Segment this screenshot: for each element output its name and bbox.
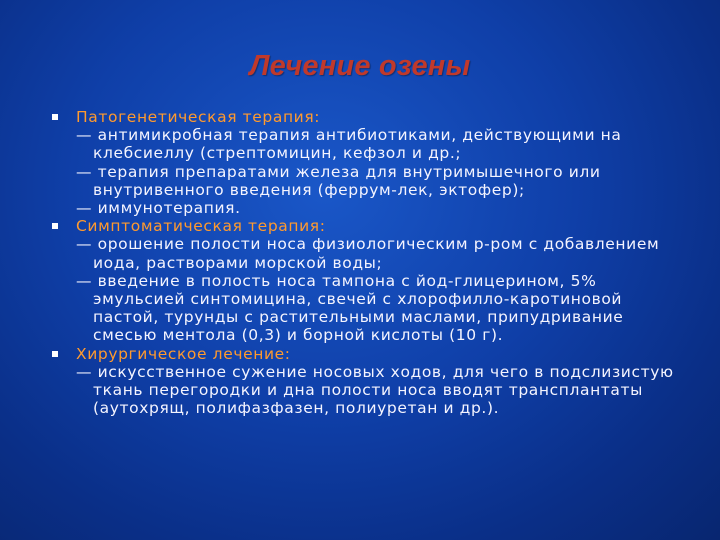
list-item: — терапия препаратами железа для внутримышечного или внутривенного введения (феррум-лек, эктофер);	[76, 162, 601, 199]
section-pathogenetic	[44, 108, 684, 217]
section-symptomatic	[44, 217, 684, 344]
section-surgical	[44, 345, 684, 418]
square-bullet-icon	[52, 223, 58, 229]
list-item: — антимикробная терапия антибиотиками, действующими на клебсиеллу (стрептомицин, кефзол и др.;	[76, 126, 622, 163]
section-heading: Симптоматическая терапия:	[76, 217, 326, 236]
slide-content	[44, 108, 684, 417]
list-item: — введение в полость носа тампона с йод-глицерином, 5% эмульсией синтомицина, свечей с хлорофилло-каротиновой пастой, турунды с растительными маслами, припудривание смесью ментола (0,3) и борной кислоты (10 г).	[76, 271, 624, 345]
list-item: — иммунотерапия.	[76, 199, 241, 218]
square-bullet-icon	[52, 114, 58, 120]
list-item: — искусственное сужение носовых ходов, для чего в подслизистую ткань перегородки и дна полости носа вводят трансплантаты (аутохрящ, полифазфазен, полиуретан и др.).	[76, 362, 674, 418]
list-item: — орошение полости носа физиологическим р-ром с добавлением иода, растворами морской воды;	[76, 235, 660, 272]
slide-title: Лечение озены	[249, 50, 471, 82]
square-bullet-icon	[52, 351, 58, 357]
section-heading: Патогенетическая терапия:	[76, 108, 321, 126]
section-heading: Хирургическое лечение:	[76, 344, 291, 363]
